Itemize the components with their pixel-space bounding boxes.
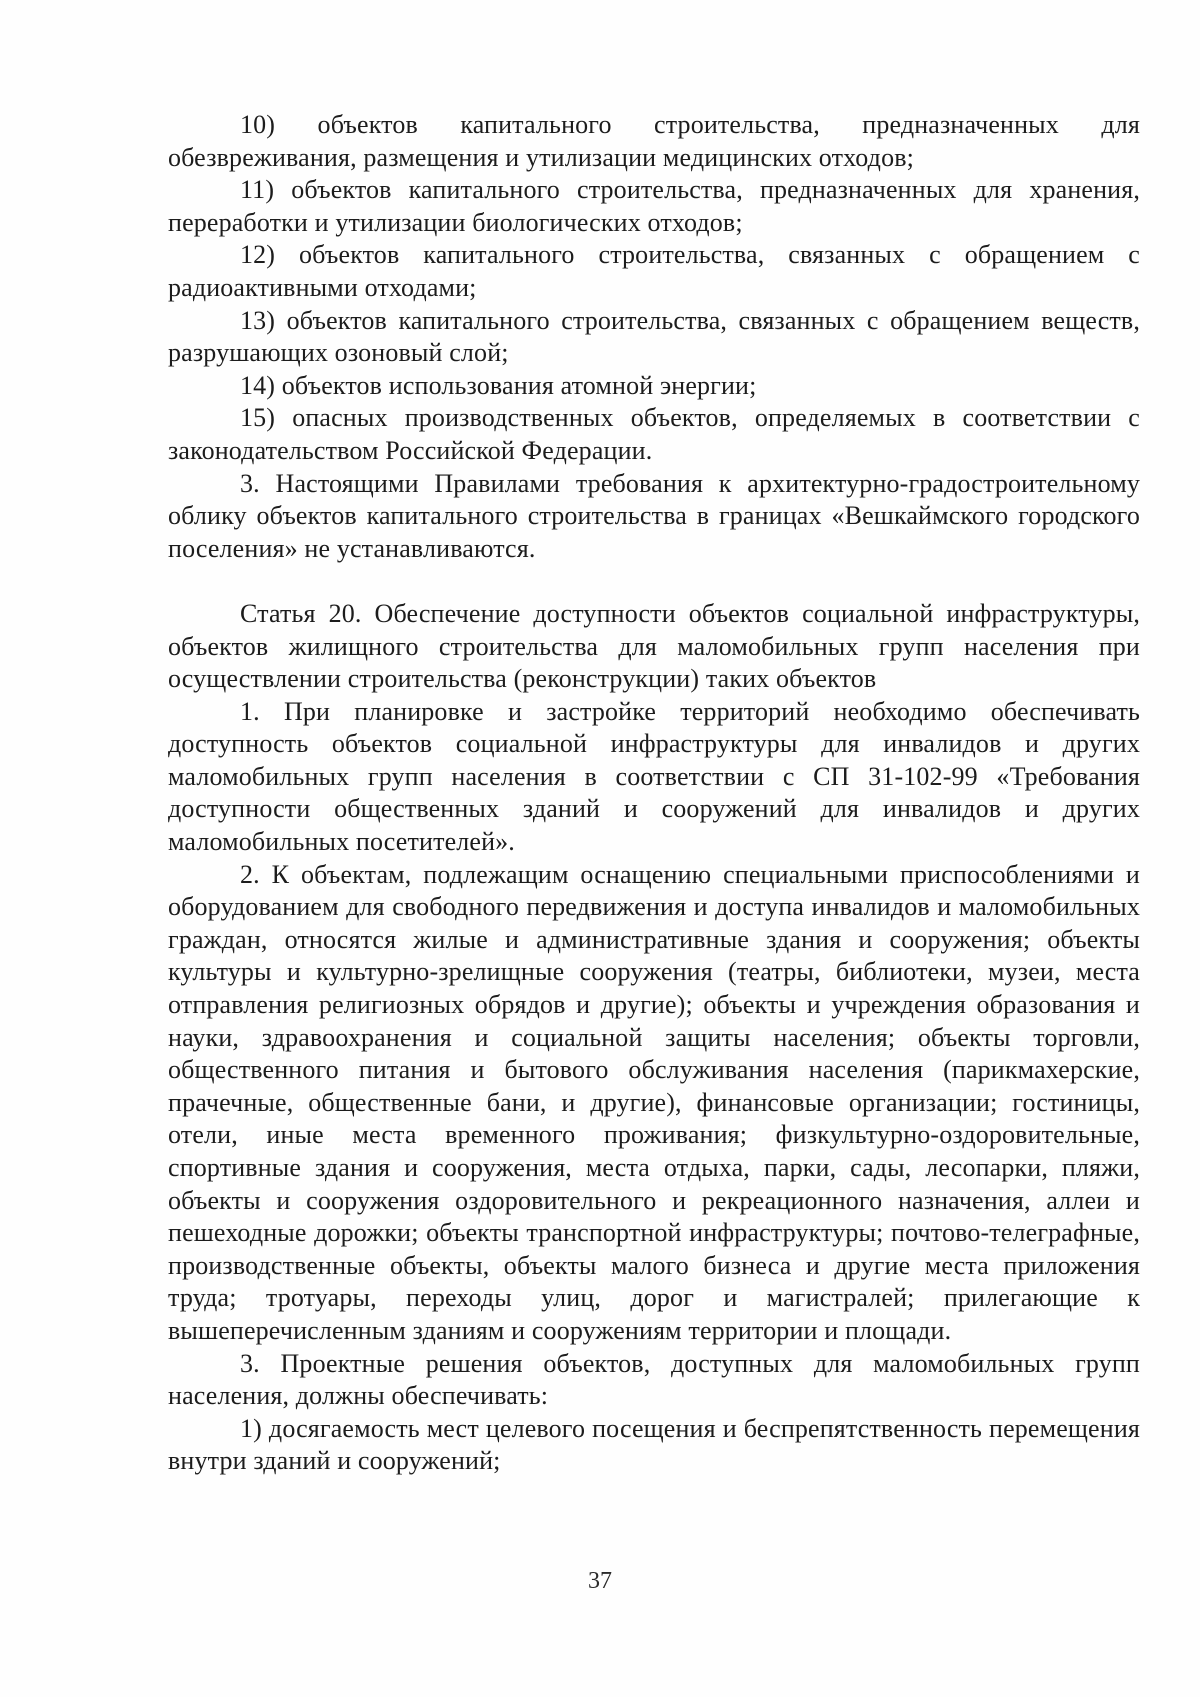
list-item-13: 13) объектов капитального строительства, связанных с обращением веществ, разрушающих озоновый слой;: [168, 305, 1140, 368]
clause-3-paragraph: 3. Настоящими Правилами требования к архитектурно-градостроительному облику объектов капитального строительства в границах «Вешкаймского городского поселения» не устанавливаются.: [168, 468, 1140, 563]
list-item-12: 12) объектов капитального строительства, связанных с обращением с радиоактивными отходами;: [168, 240, 1140, 302]
article-clause-2: 2. К объектам, подлежащим оснащению специальными приспособлениями и оборудованием для свободного передвижения и доступа инвалидов и маломобильных граждан, относятся жилые и административные здания и сооружения; объекты культуры и культурно-зрелищные сооружения (театры, библиотеки, музеи, места отправления религиозных обрядов и другие); объекты и учреждения образования и науки, здравоохранения и социальной защиты населения; объекты торговли, общественного питания и бытового обслуживания населения (парикмахерские, прачечные, общественные бани, и другие), финансовые организации; гостиницы, отели, иные места временного проживания; физкультурно-оздоровительные, спортивные здания и сооружения, места отдыха, парки, сады, лесопарки, пляжи, объекты и сооружения оздоровительного и рекреационного назначения, аллеи и пешеходные дорожки; объекты транспортной инфраструктуры; почтово-телеграфные, производственные объекты, объекты малого бизнеса и другие места приложения труда; тротуары, переходы улиц, дорог и магистралей; прилегающие к вышеперечисленным зданиям и сооружениям территории и площади.: [168, 859, 1140, 1345]
list-item-15: 15) опасных производственных объектов, определяемых в соответствии с законодательством Российской Федерации.: [168, 403, 1140, 465]
paragraph-spacer: [168, 565, 1140, 598]
article-heading: Статья 20. Обеспечение доступности объектов социальной инфраструктуры, объектов жилищного строительства для маломобильных групп населения при осуществлении строительства (реконструкции) таких объектов: [168, 598, 1140, 694]
page-number: 37: [588, 1568, 612, 1594]
article-clause-3: 3. Проектные решения объектов, доступных для маломобильных групп населения, должны обеспечивать:: [168, 1348, 1140, 1411]
article-clause-1: 1. При планировке и застройке территорий необходимо обеспечивать доступность объектов социальной инфраструктуры для инвалидов и других маломобильных групп населения в соответствии с СП 31-102-99 «Требования доступности общественных зданий и сооружений для инвалидов и других маломобильных посетителей».: [168, 696, 1140, 857]
list-item-10: 10) объектов капитального строительства, предназначенных для обезвреживания, размещения и утилизации медицинских отходов;: [168, 110, 1140, 172]
list-item-11: 11) объектов капитального строительства, предназначенных для хранения, переработки и утилизации биологических отходов;: [168, 175, 1140, 237]
article-subitem-1: 1) досягаемость мест целевого посещения и беспрепятственность перемещения внутри зданий и сооружений;: [168, 1413, 1140, 1476]
document-body: [168, 109, 1140, 1478]
list-item-14: 14) объектов использования атомной энергии;: [240, 370, 757, 400]
